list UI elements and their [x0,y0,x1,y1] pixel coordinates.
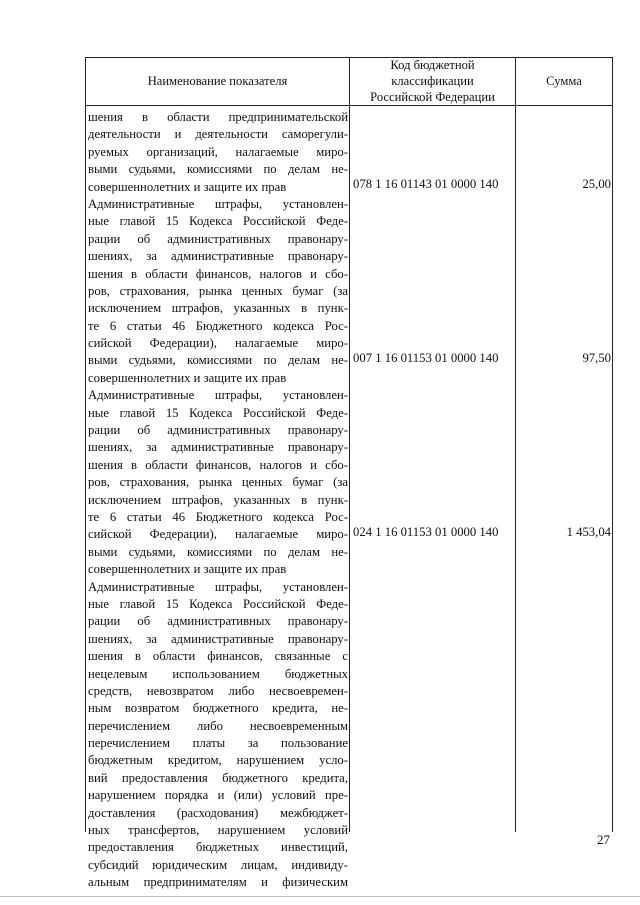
column-divider-name-code [349,57,350,832]
table-row-3-code: 024 1 16 01153 01 0000 140 [353,525,499,539]
indicator-name-line: средств, невозвратом либо несвоевремен- [88,683,348,698]
indicator-name-line: выми судьями, комиссиями по делам не- [88,162,348,177]
indicator-name-line: шения в области финансов, налогов и сбо- [88,266,348,281]
indicator-name-line: сийской Федерации), налагаемые миро- [88,336,348,351]
column-divider-code-sum [515,57,516,832]
indicator-name-line: Административные штрафы, установлен- [88,196,348,211]
indicator-name-line: совершеннолетних и защите их прав [88,370,287,385]
indicator-name-line: совершеннолетних и защите их прав [88,562,287,577]
indicator-name-line: Административные штрафы, установлен- [88,579,348,594]
indicator-name-line: совершеннолетних и защите их прав [88,179,287,194]
indicator-names-column [88,109,348,892]
indicator-name-line: ров, страхования, рынка ценных бумаг (за [88,283,348,298]
header-divider [85,105,613,106]
indicator-name-line: бюджетным кредитом, нарушением усло- [88,753,348,768]
indicator-name-line: ным возвратом бюджетного кредита, не- [88,701,348,716]
indicator-name-line: ные главой 15 Кодекса Российской Феде- [88,214,348,229]
indicator-name-line: шения в области финансов, связанные с [88,649,348,664]
indicator-name-line: руемых организаций, налагаемые миро- [88,144,348,159]
indicator-name-line: шениях, за административные правонару- [88,249,348,264]
header-cell-code [350,57,515,105]
indicator-name-line: доставления (расходования) межбюджет- [88,805,348,820]
indicator-name-line: ров, страхования, рынка ценных бумаг (за [88,475,348,490]
indicator-name-line: исключением штрафов, указанных в пунк- [88,301,348,316]
table-border-left [85,57,86,832]
indicator-name-line: деятельности и деятельности саморегули- [88,127,348,142]
table-row-2-code: 007 1 16 01153 01 0000 140 [353,351,499,365]
indicator-name-line: предоставления бюджетных инвестиций, [88,840,348,855]
indicator-name-line: рации об административных правонару- [88,231,348,246]
table-row-2-amount: 97,50 [582,351,611,365]
table-border-right [612,57,613,832]
indicator-name-line: шениях, за административные правонару- [88,631,348,646]
table-row-3-amount: 1 453,04 [566,525,611,539]
indicator-name-line: шениях, за административные правонару- [88,440,348,455]
indicator-name-line: рации об административных правонару- [88,614,348,629]
header-cell-name [86,57,349,105]
indicator-name-line: сийской Федерации), налагаемые миро- [88,527,348,542]
header-cell-sum [516,57,612,105]
indicator-name-line: те 6 статьи 46 Бюджетного кодекса Рос- [88,509,348,524]
indicator-name-line: ных трансфертов, нарушением условий [88,823,348,838]
indicator-name-line: перечислением платы за пользование [88,736,348,751]
indicator-name-line: рации об административных правонару- [88,423,348,438]
indicator-name-line: перечислением либо несвоевременным [88,718,348,733]
indicator-name-line: ные главой 15 Кодекса Российской Феде- [88,405,348,420]
indicator-name-line: Административные штрафы, установлен- [88,388,348,403]
table-row-1-code: 078 1 16 01143 01 0000 140 [353,177,499,191]
indicator-name-line: выми судьями, комиссиями по делам не- [88,353,348,368]
indicator-name-line: субсидий юридическим лицам, индивиду- [88,857,348,872]
indicator-name-line: вий предоставления бюджетного кредита, [88,770,348,785]
indicator-name-line: нарушением порядка и (или) условий пре- [88,788,348,803]
header-code-label: Код бюджетной классификации Российской Федерации [370,58,495,104]
indicator-name-line: ные главой 15 Кодекса Российской Феде- [88,596,348,611]
indicator-name-line: те 6 статьи 46 Бюджетного кодекса Рос- [88,318,348,333]
scan-bottom-edge [0,896,640,897]
indicator-name-line: выми судьями, комиссиями по делам не- [88,544,348,559]
indicator-name-line: исключением штрафов, указанных в пунк- [88,492,348,507]
header-sum-label: Сумма [546,74,582,88]
indicator-name-line: шения в области предпринимательской [88,110,348,124]
indicator-name-line: нецелевым использованием бюджетных [88,666,348,681]
header-name-label: Наименование показателя [147,74,288,88]
indicator-name-line: шения в области финансов, налогов и сбо- [88,457,348,472]
table-row-1-amount: 25,00 [582,177,611,191]
page-number: 27 [597,832,610,847]
indicator-name-line: альным предпринимателям и физическим [88,875,348,890]
